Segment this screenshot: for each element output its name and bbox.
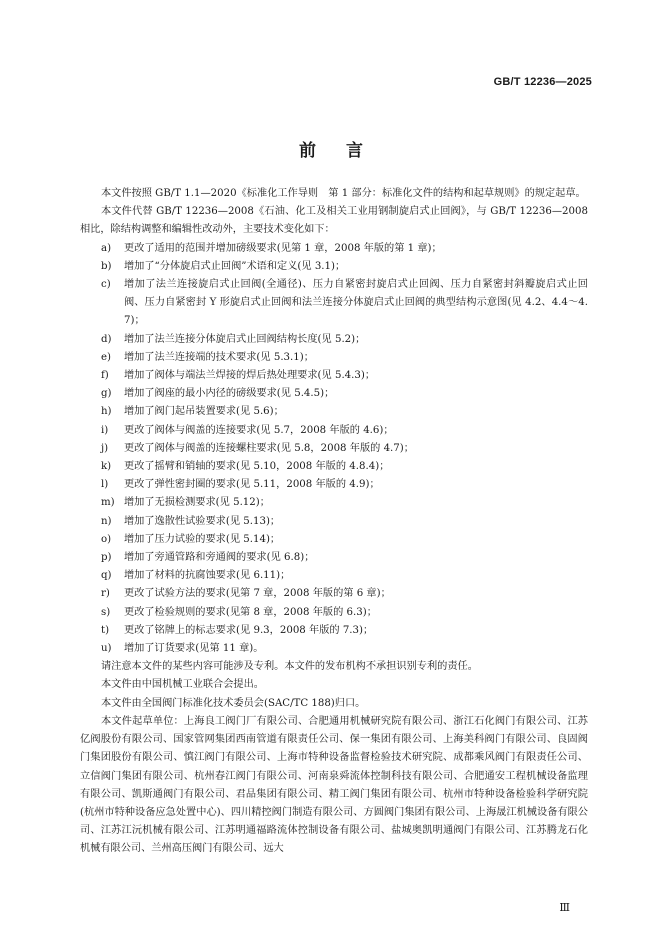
- list-item: [80, 440, 588, 458]
- list-item-marker: j): [101, 442, 109, 454]
- centralized-by: 本文件由全国阀门标准化技术委员会(SAC/TC 188)归口。: [101, 697, 366, 709]
- list-item-text: 增加了“分体旋启式止回阀”术语和定义(见 3.1)；: [124, 260, 346, 272]
- list-item-marker: m): [101, 497, 115, 509]
- page-number: Ⅲ: [559, 901, 570, 914]
- list-item-marker: i): [101, 424, 109, 436]
- intro-paragraph-drafting-rules: 本文件按照 GB/T 1.1—2020《标准化工作导则 第 1 部分：标准化文件的结构和起草规则》的规定起草。: [101, 188, 586, 199]
- list-item-text: 更改了弹性密封圈的要求(见 5.11，2008 年版的 4.9)；: [124, 479, 380, 491]
- list-item: [80, 549, 588, 567]
- list-item: [80, 476, 588, 494]
- drafting-units: 本文件起草单位：上海良工阀门厂有限公司、合肥通用机械研究院有限公司、浙江石化阀门有限公司、江苏亿阀股份有限公司、国家管网集团西南管道有限责任公司、保一集团有限公司、上海美科阀门有限公司、良固阀门集团股份有限公司、慎江阀门有限公司、上海市特种设备监督检验技术研究院、成都乘风阀门有限责任公司、立信阀门集团有限公司、杭州春江阀门有限公司、河南泉舜流体控制科技有限公司、合肥通安工程机械设备监理有限公司、凯斯通阀门有限公司、君品集团有限公司、精工阀门集团有限公司、杭州市特种设备检验科学研究院(杭州市特种设备应急处置中心)、四川精控阀门制造有限公司、方圆阀门集团有限公司、上海晟江机械设备有限公司、江苏江沅机械有限公司、江苏明通福路流体控制设备有限公司、盐城奥凯明通阀门有限公司、江苏腾龙石化机械有限公司、兰州高压阀门有限公司、远大: [80, 715, 588, 855]
- list-item-marker: u): [101, 643, 112, 655]
- list-item-marker: e): [101, 351, 112, 363]
- patent-notice: 请注意本文件的某些内容可能涉及专利。本文件的发布机构不承担识别专利的责任。: [101, 661, 478, 673]
- list-item: [80, 367, 588, 385]
- list-item-text: 更改了铭牌上的标志要求(见 9.3，2008 年版的 7.3)；: [124, 624, 374, 636]
- list-item-text: 增加了订货要求(见第 11 章)。: [124, 643, 264, 655]
- list-item-text: 增加了法兰连接分体旋启式止回阀结构长度(见 5.2)；: [124, 333, 366, 345]
- list-item-text: 增加了阀体与端法兰焊接的焊后热处理要求(见 5.4.3)；: [124, 370, 376, 382]
- list-item-marker: c): [101, 279, 111, 291]
- foreword-body: [80, 185, 588, 859]
- list-item: [80, 513, 588, 531]
- list-item-text: 增加了逸散性试验要求(见 5.13)；: [124, 515, 281, 527]
- list-item: [80, 622, 588, 640]
- list-item: [80, 585, 588, 603]
- list-item-marker: b): [101, 260, 112, 272]
- list-item: [80, 567, 588, 585]
- list-item: [80, 331, 588, 349]
- list-item: [80, 604, 588, 622]
- list-item-text: 更改了阀体与阀盖的连接要求(见 5.7，2008 年版的 4.6)；: [124, 424, 394, 436]
- list-item-marker: l): [101, 479, 109, 491]
- list-item-text: 更改了摇臂和销轴的要求(见 5.10，2008 年版的 4.8.4)；: [124, 461, 390, 473]
- list-item-marker: a): [101, 242, 112, 254]
- list-item-marker: r): [101, 588, 110, 600]
- list-item-marker: n): [101, 515, 112, 527]
- list-item-marker: s): [101, 606, 111, 618]
- list-item-marker: f): [101, 370, 109, 382]
- proposed-by: 本文件由中国机械工业联合会提出。: [101, 679, 264, 691]
- list-item-text: 增加了法兰连接旋启式止回阀(全通径)、压力自紧密封旋启式止回阀、压力自紧密封斜瓣旋启式止回阀、压力自紧密封 Y 形旋启式止回阀和法兰连接分体旋启式止回阀的典型结构示意图(见 4.2、4.4～4.7)；: [124, 279, 588, 327]
- list-item-text: 增加了阀门起吊装置要求(见 5.6)；: [124, 406, 284, 418]
- standard-number: GB/T 12236—2025: [493, 76, 592, 88]
- list-item: [80, 640, 588, 658]
- list-item-text: 更改了阀体与阀盖的连接螺柱要求(见 5.8，2008 年版的 4.7)；: [124, 442, 414, 454]
- list-item: [80, 258, 588, 276]
- list-item: [80, 531, 588, 549]
- list-item: [80, 458, 588, 476]
- list-item-marker: k): [101, 461, 112, 473]
- list-item: [80, 385, 588, 403]
- list-item-text: 增加了法兰连接端的技术要求(见 5.3.1)；: [124, 351, 314, 363]
- list-item: [80, 422, 588, 440]
- list-item: [80, 403, 588, 421]
- list-item-marker: o): [101, 533, 112, 545]
- list-item-marker: g): [101, 388, 112, 400]
- list-item: [80, 349, 588, 367]
- list-item-text: 增加了阀座的最小内径的磅级要求(见 5.4.5)；: [124, 388, 335, 400]
- list-item-marker: d): [101, 333, 112, 345]
- list-item-text: 更改了检验规则的要求(见第 8 章，2008 年版的 6.3)；: [124, 606, 377, 618]
- technical-changes-list: [80, 240, 588, 659]
- list-item-text: 更改了适用的范围并增加磅级要求(见第 1 章，2008 年版的第 1 章)；: [124, 242, 442, 254]
- list-item-text: 增加了压力试验的要求(见 5.14)；: [124, 533, 281, 545]
- list-item-marker: q): [101, 570, 112, 582]
- intro-paragraph-replacement: 本文件代替 GB/T 12236—2008《石油、化工及相关工业用钢制旋启式止回阀》，与 GB/T 12236—2008 相比，除结构调整和编辑性改动外，主要技术变化如下：: [80, 206, 588, 236]
- list-item-text: 增加了无损检测要求(见 5.12)；: [124, 497, 270, 509]
- list-item-marker: t): [101, 624, 110, 636]
- list-item-text: 增加了材料的抗腐蚀要求(见 6.11)；: [124, 570, 291, 582]
- list-item: [80, 494, 588, 512]
- page-title: 前言: [299, 141, 393, 161]
- list-item: [80, 240, 588, 258]
- list-item: [80, 276, 588, 331]
- list-item-text: 增加了旁通管路和旁通阀的要求(见 6.8)；: [124, 552, 315, 564]
- list-item-marker: p): [101, 552, 112, 564]
- list-item-text: 更改了试验方法的要求(见第 7 章，2008 年版的第 6 章)；: [124, 588, 391, 600]
- list-item-marker: h): [101, 406, 112, 418]
